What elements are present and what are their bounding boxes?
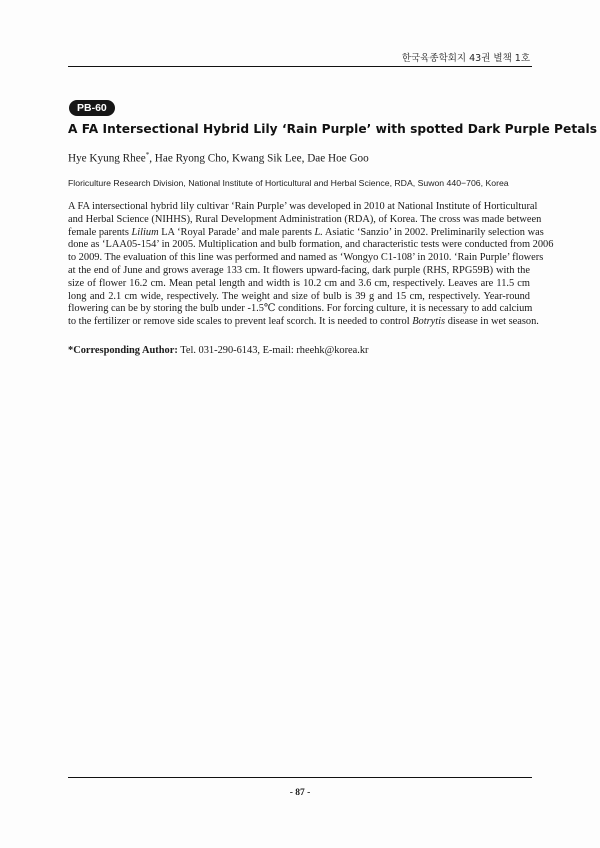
- genus-name: Lilium: [131, 226, 159, 238]
- corresponding-author: [68, 345, 369, 356]
- abstract-line: long and 2.1 cm wide, respectively. The weight and size of bulb is 39 g and 15 cm, respectively. Year-round: [68, 290, 530, 302]
- page-number: - 87 -: [289, 788, 311, 798]
- paper-title: A FA Intersectional Hybrid Lily ‘Rain Purple’ with spotted Dark Purple Petals: [68, 122, 598, 136]
- corresponding-label: *Corresponding Author:: [68, 345, 178, 356]
- abstract: [68, 201, 554, 329]
- abstract-line: at the end of June and grows average 133 cm. It flowers upward-facing, dark purple (RHS, RPG59B) with the: [68, 264, 530, 276]
- abstract-line: size of flower 16.2 cm. Mean petal length and width is 10.2 cm and 3.6 cm, respectively. Leaves are 11.5 cm: [68, 277, 530, 289]
- poster-id-badge: PB-60: [69, 100, 115, 116]
- abstract-line: female parents Lilium LA ‘Royal Parade’ and male parents L. Asiatic ‘Sanzio’ in 2002. Preliminarily selection was: [68, 226, 544, 238]
- author-list: [68, 151, 369, 165]
- abstract-line: A FA intersectional hybrid lily cultivar ‘Rain Purple’ was developed in 2010 at National Institute of Horticultural: [68, 201, 538, 212]
- corresponding-contact: Tel. 031-290-6143, E-mail: rheehk@korea.kr: [177, 345, 369, 356]
- header-rule: [68, 66, 532, 67]
- abstract-line: to the fertilizer or remove side scales to prevent leaf scorch. It is needed to control Botrytis disease in wet season.: [68, 316, 539, 328]
- author-rest: , Hae Ryong Cho, Kwang Sik Lee, Dae Hoe Goo: [149, 152, 369, 165]
- footer-rule: [68, 777, 532, 778]
- corresponding-mark: *: [145, 151, 150, 159]
- genus-abbrev: L.: [314, 226, 323, 238]
- abstract-line: done as ‘LAA05-154’ in 2005. Multiplication and bulb formation, and characteristic tests were conducted from 2006: [68, 239, 554, 251]
- abstract-line: to 2009. The evaluation of this line was performed and named as ‘Wongyo C1-108’ in 2010. ‘Rain Purple’ flowers: [68, 252, 544, 264]
- abstract-line: and Herbal Science (NIHHS), Rural Development Administration (RDA), of Korea. The cross was made between: [68, 213, 542, 225]
- author-first: Hye Kyung Rhee: [68, 152, 146, 165]
- abstract-line: flowering can be by storing the bulb under -1.5℃ conditions. For forcing culture, it is necessary to add calcium: [68, 303, 533, 315]
- pathogen-name: Botrytis: [412, 316, 446, 328]
- affiliation: Floriculture Research Division, National Institute of Horticultural and Herbal Science, RDA, Suwon 440−706, Korea: [68, 178, 509, 188]
- journal-header: 한국육종학회지 43권 별책 1호: [401, 53, 530, 64]
